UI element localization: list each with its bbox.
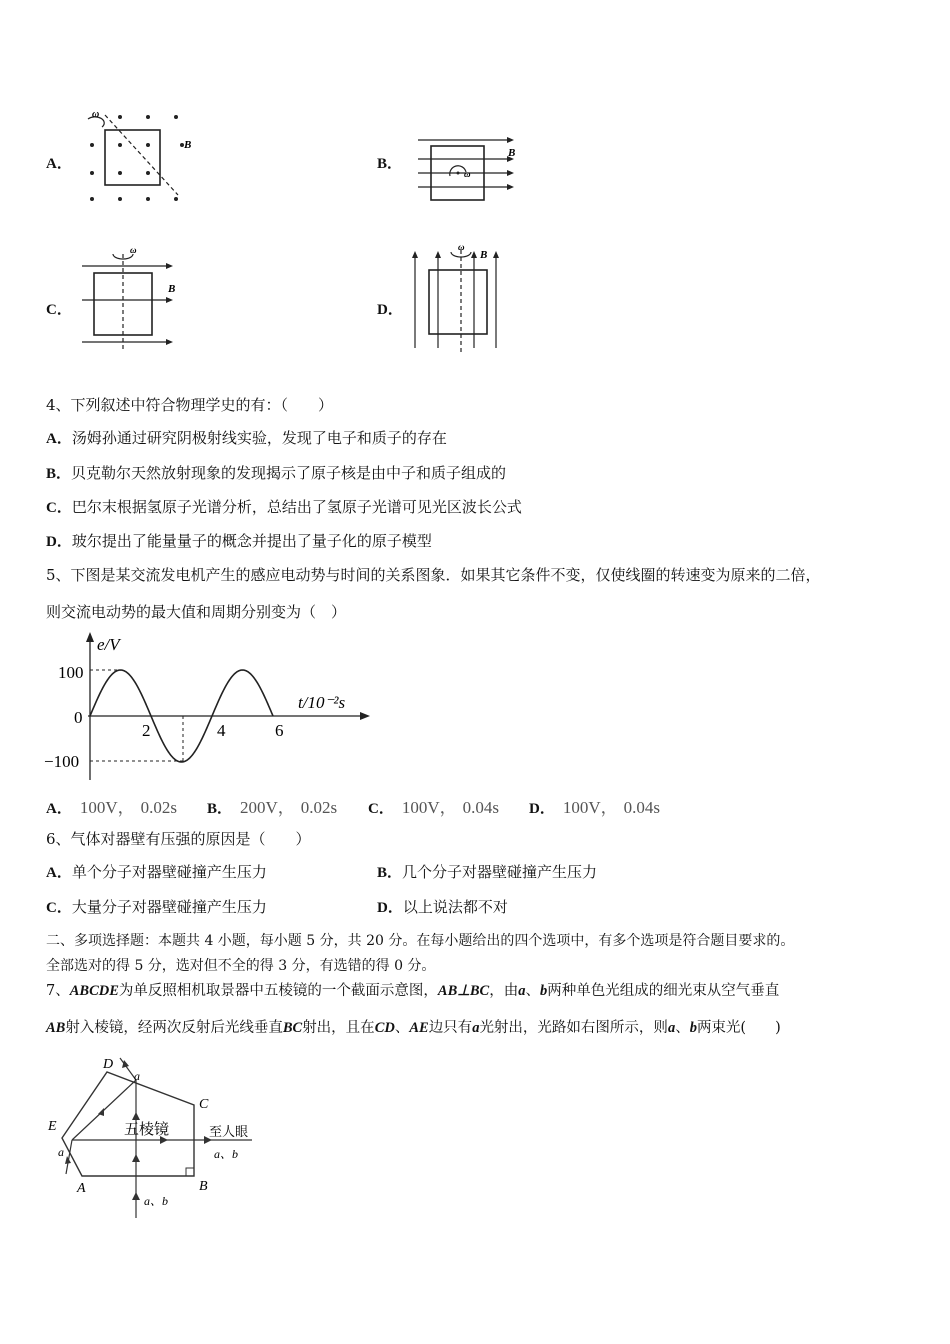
q3-option-b-label[interactable]: B． — [377, 156, 403, 172]
q7-s7: 光射出，光路如右图所示，则 — [479, 1020, 668, 1036]
option-text: 汤姆孙通过研究阴极射线实验，发现了电子和质子的存在 — [71, 429, 447, 447]
vertex-A: A — [77, 1181, 86, 1196]
field-label: B — [508, 147, 516, 159]
q7-sep3: 、 — [675, 1020, 690, 1036]
option-label: A． — [46, 801, 72, 817]
q7-ae: AE — [409, 1020, 429, 1036]
field-label: B — [184, 139, 192, 151]
q4-stem: 4、下列叙述中符合物理学史的有：（ ） — [46, 396, 334, 414]
q3-diagram-c — [80, 242, 190, 357]
section2-line1: 二、多项选择题：本题共 4 小题，每小题 5 分，共 20 分。在每小题给出的四个选项中，有多个选项是符合题目要求的。 — [46, 933, 795, 949]
q7-ab: AB — [46, 1020, 66, 1036]
option-label: A． — [46, 865, 72, 881]
ray-label-ab-bottom: a、b — [144, 1194, 169, 1208]
option-voltage: 200V， — [240, 798, 295, 817]
q7-b3: b — [689, 1020, 697, 1036]
q7-b: b — [539, 983, 548, 999]
q3-option-a-label[interactable]: A． — [46, 156, 72, 172]
ray-label-a-top: a — [134, 1069, 140, 1083]
x-tick-4: 4 — [217, 721, 226, 740]
q7-number: 7、 — [46, 983, 70, 999]
option-text: 单个分子对器壁碰撞产生压力 — [71, 863, 267, 881]
omega-label: ω — [92, 109, 100, 120]
eye-label: 至人眼 — [209, 1124, 249, 1139]
q4-option-a[interactable] — [46, 428, 447, 449]
ylabel-text: e/V — [97, 635, 120, 654]
field-label: B — [480, 249, 488, 261]
q7-sep2: 、 — [394, 1020, 410, 1036]
vertex-D: D — [103, 1057, 114, 1072]
ray-label-ab-right: a、b — [214, 1147, 239, 1161]
q7-pentaprism-diagram — [44, 1050, 264, 1222]
q7-sep: 、 — [525, 983, 540, 999]
q6-option-d[interactable] — [377, 897, 508, 918]
vertex-B: B — [199, 1179, 208, 1194]
y-axis-arrow — [86, 632, 94, 642]
y-tick-neg100: −100 — [44, 752, 80, 771]
x-tick-2: 2 — [142, 721, 151, 740]
option-label: C． — [46, 900, 72, 916]
option-text: 玻尔提出了能量量子的概念并提出了量子化的原子模型 — [71, 532, 432, 550]
prism-label: 五棱镜 — [124, 1122, 170, 1138]
x-axis-label: t/10⁻²s — [298, 693, 346, 712]
option-label: D． — [46, 534, 72, 550]
omega-label: ω — [458, 242, 465, 252]
option-label: D． — [377, 900, 403, 916]
q6-option-a[interactable] — [46, 862, 267, 883]
option-voltage: 100V， — [79, 798, 135, 817]
q7-s2: ，由 — [489, 983, 519, 999]
option-label: B． — [207, 801, 233, 817]
q7-s6: 边只有 — [428, 1020, 473, 1036]
option-text: 几个分子对器壁碰撞产生压力 — [402, 863, 598, 881]
option-text: 巴尔末根据氢原子光谱分析，总结出了氢原子光谱可见光区波长公式 — [71, 498, 522, 516]
q7-s3: 两种单色光组成的细光束从空气垂直 — [547, 983, 780, 999]
q5-emf-chart — [40, 628, 370, 788]
option-period: 0.02s — [300, 798, 338, 817]
q3-option-d-label[interactable]: D． — [377, 302, 403, 318]
q3-diagram-a — [80, 105, 200, 207]
q5-option-c[interactable] — [368, 793, 499, 818]
field-label: B — [168, 283, 176, 295]
x-tick-6: 6 — [275, 721, 284, 740]
y-axis-label — [97, 635, 122, 654]
q7-a3: a — [667, 1020, 676, 1036]
q4-option-b[interactable] — [46, 463, 506, 484]
q7-s8: 两束光( ) — [696, 1020, 781, 1036]
q7-cd: CD — [374, 1020, 395, 1036]
y-tick-0: 0 — [74, 708, 83, 727]
q3-diagram-d — [405, 240, 505, 355]
omega-label: ω — [464, 169, 471, 179]
q4-option-c[interactable] — [46, 497, 522, 518]
option-period: 0.02s — [140, 798, 177, 817]
q5-stem-line2: 则交流电动势的最大值和周期分别变为（ ） — [46, 603, 347, 621]
option-label: C． — [46, 500, 72, 516]
option-text: 以上说法都不对 — [402, 898, 508, 916]
q7-stem-line1 — [46, 981, 779, 1001]
q3-option-c-label[interactable]: C． — [46, 302, 72, 318]
option-period: 0.04s — [623, 798, 660, 817]
option-voltage: 100V， — [562, 798, 618, 817]
q4-option-d[interactable] — [46, 531, 432, 552]
q7-abbc: AB⊥BC — [437, 983, 490, 999]
option-label: B． — [377, 865, 403, 881]
q7-bc: BC — [282, 1020, 303, 1036]
section2-line2: 全部选对的得 5 分，选对但不全的得 3 分，有选错的得 0 分。 — [46, 958, 436, 974]
option-text: 大量分子对器壁碰撞产生压力 — [71, 898, 267, 916]
q7-abcde: ABCDE — [69, 983, 119, 999]
q5-option-b[interactable] — [207, 793, 337, 818]
option-label: A． — [46, 431, 72, 447]
q3-diagram-b — [412, 132, 527, 207]
q7-a2: a — [472, 1020, 480, 1036]
option-label: B． — [46, 466, 72, 482]
option-text: 贝克勒尔天然放射现象的发现揭示了原子核是由中子和质子组成的 — [71, 464, 507, 482]
ray-label-a-left: a — [58, 1145, 64, 1159]
q7-a: a — [518, 983, 526, 999]
q7-s5: 射出，且在 — [302, 1020, 375, 1036]
q7-s4: 射入棱镜，经两次反射后光线垂直 — [65, 1020, 283, 1036]
q5-stem-line1: 5、下图是某交流发电机产生的感应电动势与时间的关系图象．如果其它条件不变，仅使线圈的转速变为原来的二倍， — [46, 566, 821, 584]
y-tick-100: 100 — [58, 663, 84, 682]
x-axis-arrow — [360, 712, 370, 720]
q5-option-d[interactable] — [529, 793, 660, 818]
q7-s1: 为单反照相机取景器中五棱镜的一个截面示意图， — [118, 983, 438, 999]
option-label: D． — [529, 801, 555, 817]
q5-option-a[interactable] — [46, 793, 177, 818]
omega-label: ω — [130, 245, 137, 255]
option-voltage: 100V， — [401, 798, 457, 817]
option-period: 0.04s — [462, 798, 499, 817]
q7-stem-line2 — [46, 1018, 781, 1038]
vertex-C: C — [199, 1097, 209, 1112]
q6-option-b[interactable] — [377, 862, 597, 883]
option-label: C． — [368, 801, 394, 817]
q6-stem: 6、气体对器壁有压强的原因是（ ） — [46, 830, 311, 848]
q6-option-c[interactable] — [46, 897, 267, 918]
vertex-E: E — [48, 1119, 57, 1134]
